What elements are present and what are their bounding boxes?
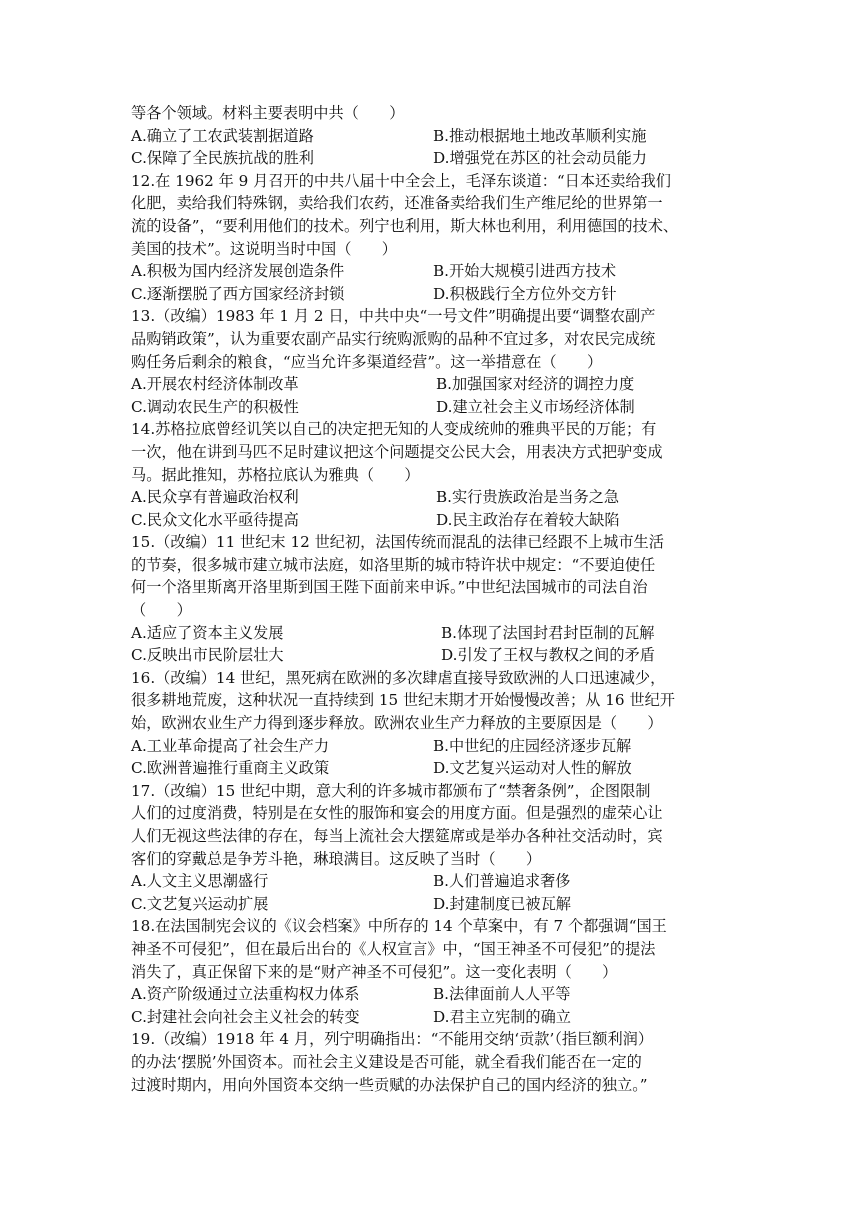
question-12-options-row-1 [131, 260, 731, 283]
question-14-options-row-2 [131, 509, 731, 532]
question-16-line: 16.（改编）14 世纪，黑死病在欧洲的多次肆虐直接导致欧洲的人口迅速减少， [131, 668, 666, 687]
question-12-line: 12.在 1962 年 9 月召开的中共八届十中全会上，毛泽东谈道：“日本还卖给我们 [131, 171, 671, 190]
question-14-option-a[interactable]: A.民众享有普遍政治权利 [131, 488, 299, 507]
question-13-line: 13.（改编）1983 年 1 月 2 日，中共中央“一号文件”明确提出要“调整农副产 [131, 307, 656, 326]
question-14-option-b[interactable]: B.实行贵族政治是当务之急 [436, 488, 620, 507]
question-16-option-c[interactable]: C.欧洲普遍推行重商主义政策 [131, 759, 330, 778]
question-13-line: 购任务后剩余的粮食，“应当允许多渠道经营”。这一举措意在（ ） [131, 352, 603, 371]
question-15-line: 何一个洛里斯离开洛里斯到国王陛下面前来申诉。”中世纪法国城市的司法自治 [131, 578, 648, 597]
question-12-option-a[interactable]: A.积极为国内经济发展创造条件 [131, 262, 345, 281]
question-13-option-a[interactable]: A.开展农村经济体制改革 [131, 375, 299, 394]
question-14-options-row-1 [131, 486, 731, 509]
question-12-line: 流的设备”，“要利用他们的技术。列宁也利用，斯大林也利用，利用德国的技术、 [131, 216, 679, 235]
question-17-option-c[interactable]: C.文艺复兴运动扩展 [131, 894, 269, 913]
question-11-stem-end: 等各个领域。材料主要表明中共（ ） [131, 104, 405, 122]
question-17-line: 17.（改编）15 世纪中期，意大利的许多城市都颁布了“禁奢条例”，企图限制 [131, 781, 651, 800]
question-17-option-a[interactable]: A.人文主义思潮盛行 [131, 872, 269, 891]
question-15-options-row-1 [131, 622, 731, 645]
question-16-line: 很多耕地荒废，这种状况一直持续到 15 世纪末期才开始慢慢改善；从 16 世纪开 [131, 691, 675, 710]
question-11-option-c[interactable]: C.保障了全民族抗战的胜利 [131, 149, 314, 168]
question-17-line: 人们的过度消费，特别是在女性的服饰和宴会的用度方面。但是强烈的虚荣心让 [131, 804, 663, 823]
question-18-options-row-2 [131, 1006, 731, 1029]
question-17-option-b[interactable]: B.人们普遍追求奢侈 [433, 872, 571, 891]
question-18-option-b[interactable]: B.法律面前人人平等 [433, 985, 571, 1004]
question-17-options-row-2 [131, 893, 731, 916]
question-12-line: 美国的技术”。这说明当时中国（ ） [131, 239, 397, 258]
question-list [131, 102, 731, 1096]
question-11-option-a[interactable]: A.确立了工农武装割据道路 [131, 126, 314, 145]
question-13-line: 品购销政策”，认为重要农副产品实行统购派购的品种不宜过多，对农民完成统 [131, 329, 656, 348]
question-18-option-c[interactable]: C.封建社会向社会主义社会的转变 [131, 1007, 360, 1026]
question-12-option-d[interactable]: D.积极践行全方位外交方针 [433, 284, 617, 303]
question-17-option-d[interactable]: D.封建制度已被瓦解 [433, 894, 571, 913]
question-12-option-b[interactable]: B.开始大规模引进西方技术 [433, 262, 617, 281]
question-18-options-row-1 [131, 983, 731, 1006]
question-19-line: 的办法‘摆脱’外国资本。而社会主义建设是否可能，就全看我们能否在一定的 [131, 1052, 642, 1071]
question-17-line: 客们的穿戴总是争芳斗艳，琳琅满目。这反映了当时（ ） [131, 849, 542, 868]
question-15-line: 15.（改编）11 世纪末 12 世纪初，法国传统而混乱的法律已经跟不上城市生活 [131, 533, 664, 552]
question-15-option-c[interactable]: C.反映出市民阶层壮大 [131, 646, 284, 665]
question-15-option-d[interactable]: D.引发了王权与教权之间的矛盾 [441, 646, 655, 665]
question-12-options-row-2 [131, 283, 731, 306]
question-17-line: 人们无视这些法律的存在，每当上流社会大摆筵席或是举办各种社交活动时，宾 [131, 827, 663, 845]
question-18-line: 消失了，真正保留下来的是“财产神圣不可侵犯”。这一变化表明（ ） [131, 962, 618, 981]
question-14-option-d[interactable]: D.民主政治存在着较大缺陷 [436, 510, 620, 529]
question-19-line: 19.（改编）1918 年 4 月，列宁明确指出：“不能用交纳‘贡款’（指巨额利润） [131, 1030, 654, 1049]
question-13-option-c[interactable]: C.调动农民生产的积极性 [131, 397, 299, 416]
question-11-option-b[interactable]: B.推动根据地土地改革顺利实施 [433, 126, 647, 145]
question-16-options-row-2 [131, 757, 731, 780]
question-15-options-row-2 [131, 644, 731, 667]
question-12-line: 化肥，卖给我们特殊钢，卖给我们农药，还准备卖给我们生产维尼纶的世界第一 [131, 194, 663, 213]
question-14-line: 14.苏格拉底曾经讥笑以自己的决定把无知的人变成统帅的雅典平民的万能；有 [131, 420, 657, 439]
question-14-line: 一次，他在讲到马匹不足时建议把这个问题提交公民大会，用表决方式把驴变成 [131, 442, 663, 461]
question-15-option-b[interactable]: B.体现了法国封君封臣制的瓦解 [441, 623, 655, 642]
question-14-line: 马。据此推知，苏格拉底认为雅典（ ） [131, 465, 420, 484]
question-19-line: 过渡时期内，用向外国资本交纳一些贡赋的办法保护自己的国内经济的独立。” [131, 1075, 648, 1094]
question-11-option-d[interactable]: D.增强党在苏区的社会动员能力 [433, 149, 647, 168]
question-18-line: 神圣不可侵犯”，但在最后出台的《人权宣言》中，“国王神圣不可侵犯”的提法 [131, 939, 656, 958]
question-15-line: 的节奏，很多城市建立城市法庭，如洛里斯的城市特许状中规定：“不要迫使任 [131, 555, 656, 574]
question-18-option-d[interactable]: D.君主立宪制的确立 [433, 1007, 571, 1026]
question-11-options-row-2 [131, 147, 731, 170]
question-16-line: 始，欧洲农业生产力得到逐步释放。欧洲农业生产力释放的主要原因是（ ） [131, 714, 663, 733]
question-16-option-b[interactable]: B.中世纪的庄园经济逐步瓦解 [433, 736, 632, 755]
question-13-options-row-1 [131, 373, 731, 396]
question-11-options-row-1 [131, 125, 731, 148]
question-18-option-a[interactable]: A.资产阶级通过立法重构权力体系 [131, 985, 360, 1004]
question-15-option-a[interactable]: A.适应了资本主义发展 [131, 623, 284, 642]
question-13-option-b[interactable]: B.加强国家对经济的调控力度 [436, 375, 635, 394]
question-17-options-row-1 [131, 870, 731, 893]
question-13-options-row-2 [131, 396, 731, 419]
question-15-line: （ ） [131, 601, 192, 620]
question-16-options-row-1 [131, 735, 731, 758]
question-16-option-a[interactable]: A.工业革命提高了社会生产力 [131, 736, 330, 755]
question-12-option-c[interactable]: C.逐渐摆脱了西方国家经济封锁 [131, 284, 345, 303]
question-16-option-d[interactable]: D.文艺复兴运动对人性的解放 [433, 759, 632, 778]
question-18-line: 18.在法国制宪会议的《议会档案》中所存的 14 个草案中，有 7 个都强调“国王 [131, 917, 667, 936]
question-13-option-d[interactable]: D.建立社会主义市场经济体制 [436, 397, 635, 416]
question-14-option-c[interactable]: C.民众文化水平亟待提高 [131, 510, 299, 529]
